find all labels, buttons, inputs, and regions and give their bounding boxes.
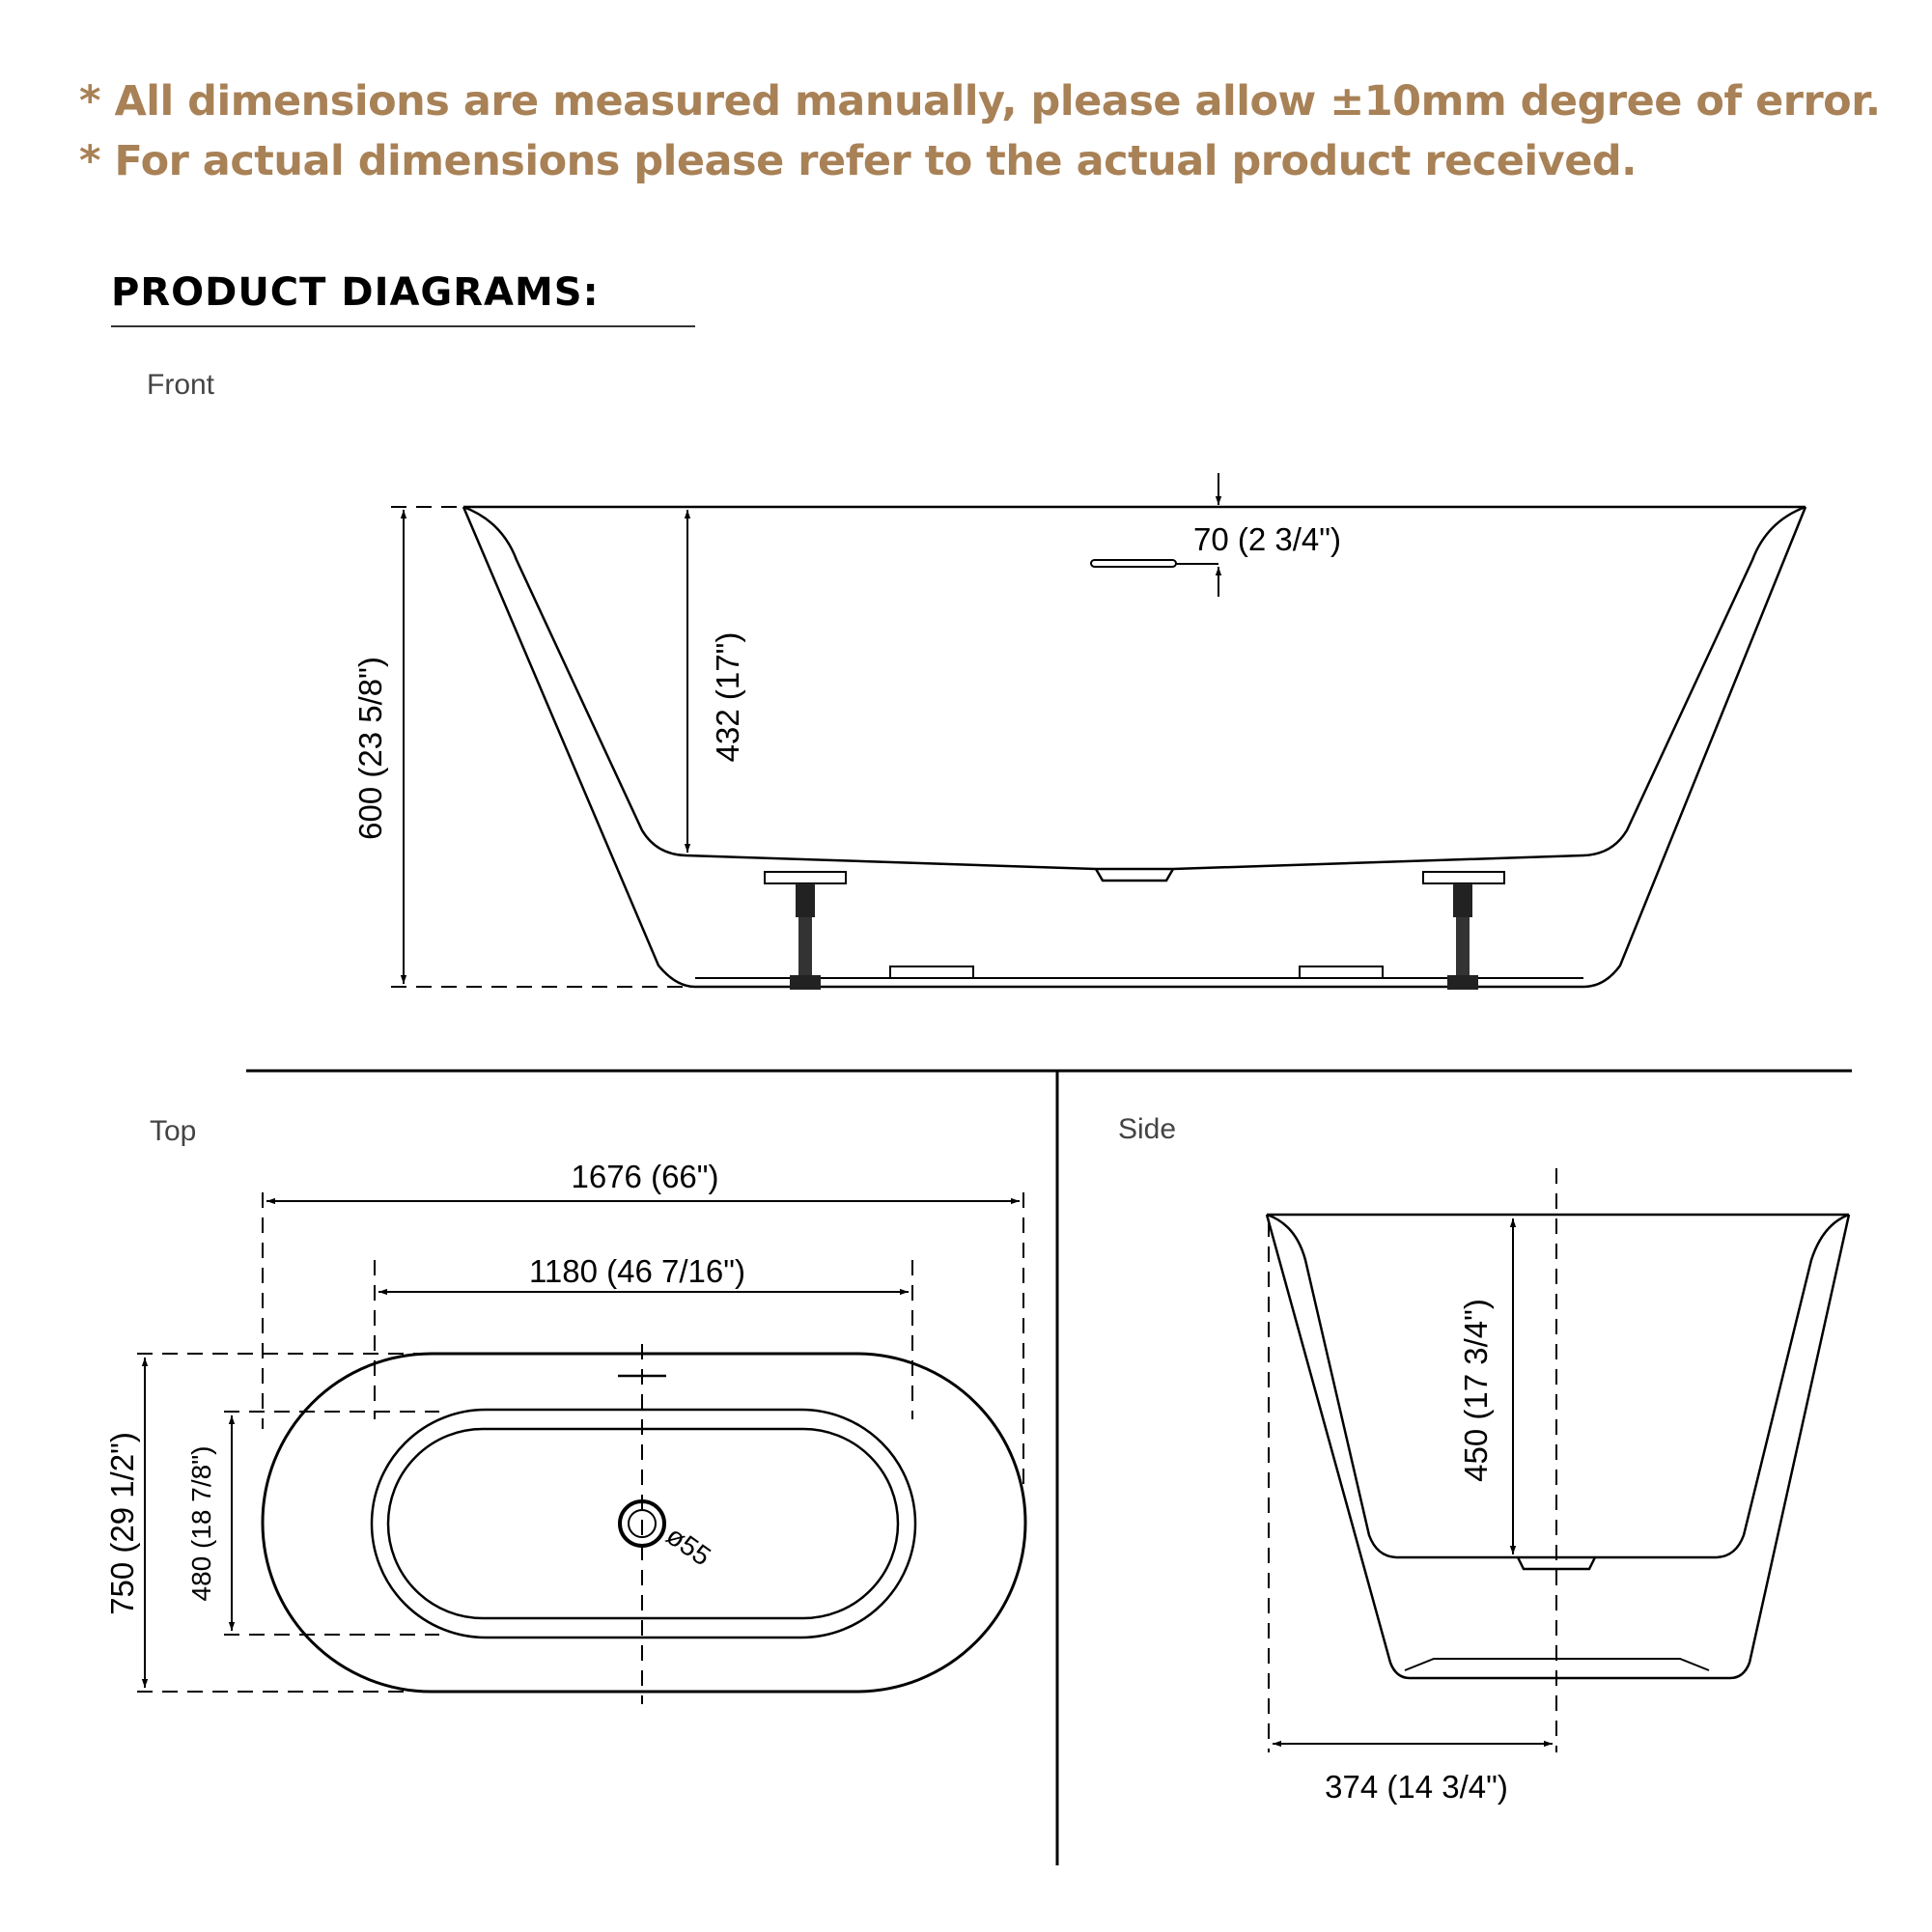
measurement-tolerance-note: * All dimensions are measured manually, please allow ±10mm degree of error. (79, 77, 1881, 126)
section-heading: PRODUCT DIAGRAMS: (111, 270, 600, 315)
side-view-drawing (1267, 1215, 1849, 1678)
side-drain-offset-label: 374 (14 3/4") (1325, 1769, 1508, 1805)
side-inner-depth-label: 450 (17 3/4") (1458, 1299, 1494, 1482)
top-view-drawing (263, 1354, 1025, 1692)
front-view-label: Front (147, 369, 215, 401)
side-dimension-lines (1269, 1168, 1556, 1752)
top-view-label: Top (150, 1115, 197, 1147)
top-inner-length-label: 1180 (46 7/16") (529, 1253, 745, 1289)
top-overall-length-label: 1676 (66") (571, 1159, 719, 1194)
drain-diameter-label: ø55 (660, 1520, 716, 1572)
front-inner-depth-label: 432 (17") (710, 631, 745, 763)
top-overall-width-label: 750 (29 1/2") (104, 1432, 140, 1615)
front-overall-height-label: 600 (23 5/8") (352, 657, 388, 840)
side-view-label: Side (1118, 1113, 1177, 1145)
top-inner-width-label: 480 (18 7/8") (186, 1445, 216, 1602)
front-overflow-offset-label: 70 (2 3/4") (1193, 521, 1341, 557)
actual-dimensions-note: * For actual dimensions please refer to the actual product received. (79, 137, 1637, 185)
front-view-drawing (463, 507, 1806, 990)
